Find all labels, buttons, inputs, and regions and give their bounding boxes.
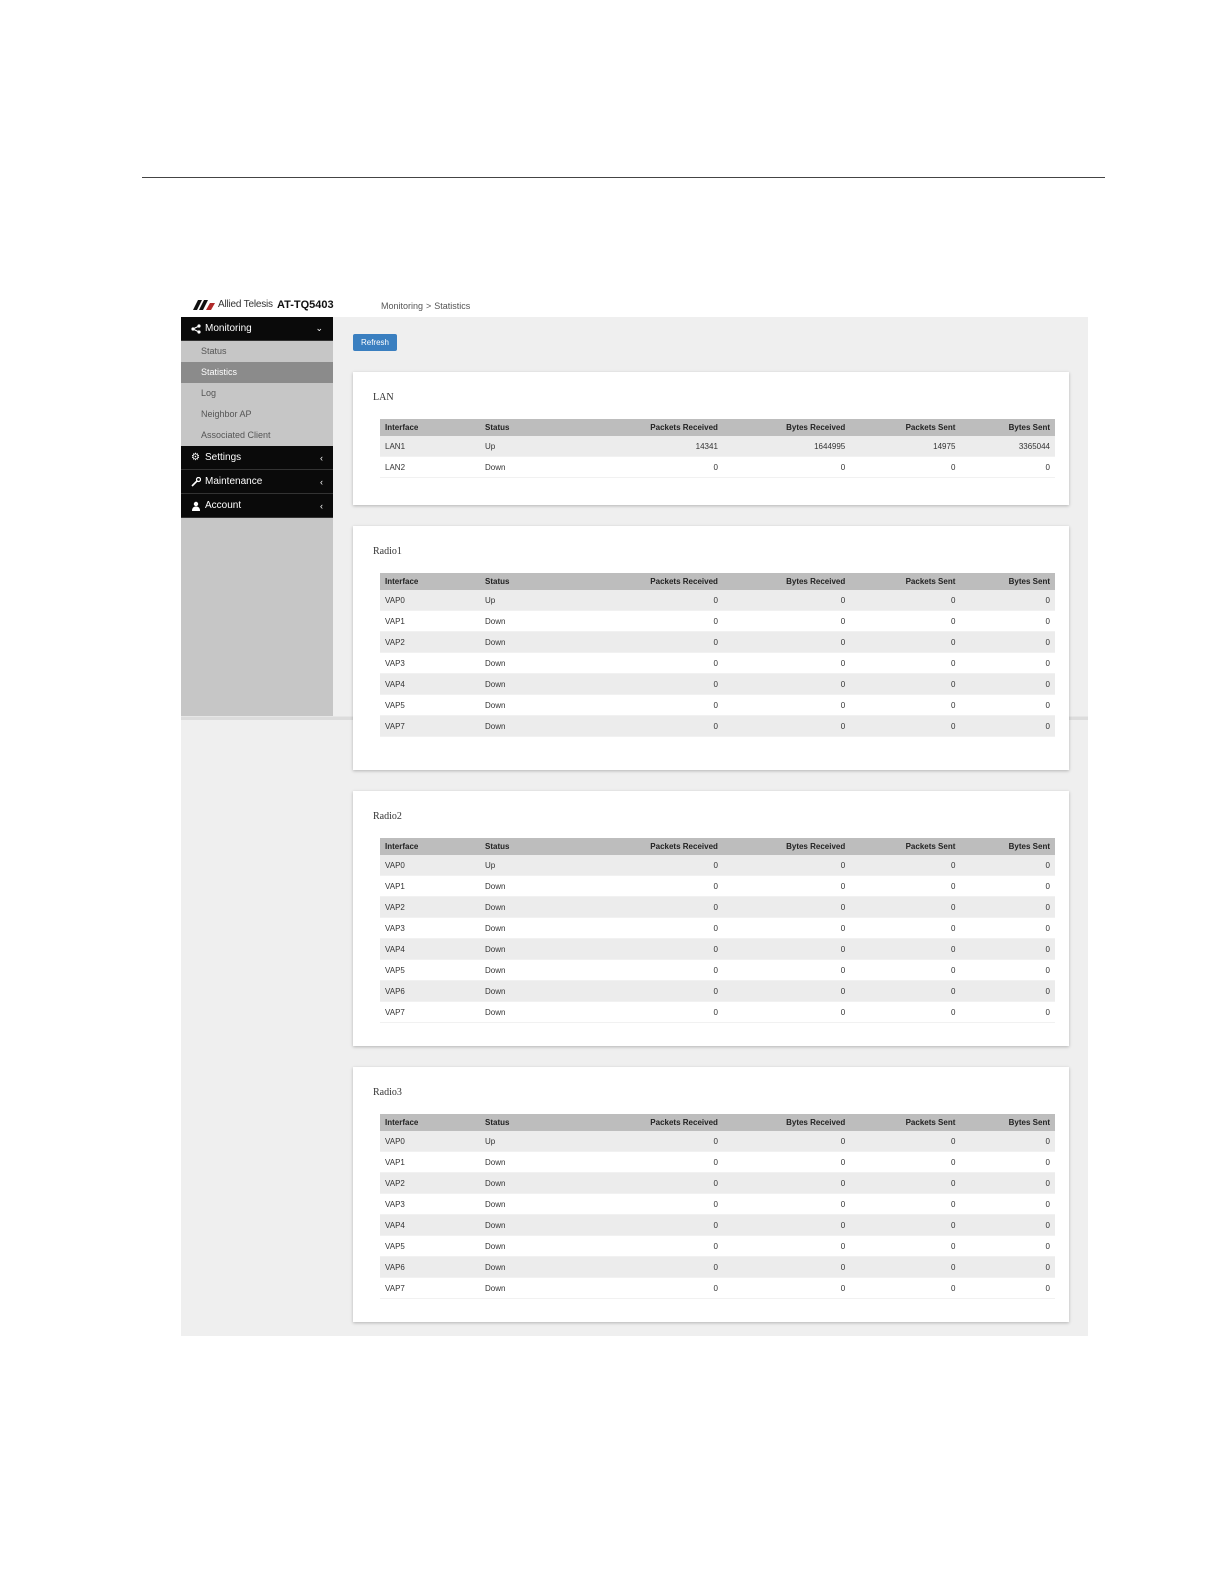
cell-bytes-received: 0: [723, 1236, 850, 1257]
cell-interface: VAP5: [380, 1236, 480, 1257]
cell-status: Down: [480, 695, 580, 716]
cell-status: Down: [480, 1257, 580, 1278]
cell-packets-received: 0: [580, 918, 723, 939]
sidebar-item-label: Maintenance: [205, 476, 263, 487]
cell-status: Up: [480, 855, 580, 876]
sidebar-item-label: Settings: [205, 452, 242, 463]
table-row: [380, 716, 1055, 737]
share-icon: [191, 323, 203, 335]
cell-interface: VAP2: [380, 1173, 480, 1194]
cell-bytes-sent: 0: [960, 1173, 1055, 1194]
table-header-row: [380, 838, 1055, 855]
stats-table: [380, 573, 1055, 737]
cell-bytes-received: 0: [723, 611, 850, 632]
column-header-bytes-received: Bytes Received: [723, 419, 850, 436]
chevron-left-icon: ‹: [320, 500, 323, 511]
breadcrumb-separator: >: [426, 301, 432, 311]
cell-packets-sent: 0: [850, 1257, 960, 1278]
cell-interface: VAP3: [380, 1194, 480, 1215]
cell-interface: VAP2: [380, 632, 480, 653]
column-header-packets-received: Packets Received: [580, 1114, 723, 1131]
cell-packets-received: 0: [580, 716, 723, 737]
cell-interface: VAP0: [380, 590, 480, 611]
cell-bytes-received: 0: [723, 1194, 850, 1215]
cell-bytes-received: 0: [723, 939, 850, 960]
table-row: [380, 436, 1055, 457]
breadcrumb-statistics: Statistics: [434, 301, 471, 311]
card-title: LAN: [373, 392, 394, 403]
table-row: [380, 1173, 1055, 1194]
cell-bytes-received: 0: [723, 695, 850, 716]
cell-packets-received: 0: [580, 590, 723, 611]
column-header-packets-received: Packets Received: [580, 838, 723, 855]
cell-status: Down: [480, 1278, 580, 1299]
cell-packets-sent: 14975: [850, 436, 960, 457]
device-model: AT-TQ5403: [277, 299, 334, 311]
column-header-packets-sent: Packets Sent: [850, 419, 960, 436]
cell-packets-received: 0: [580, 632, 723, 653]
sidebar-item-maintenance[interactable]: [181, 470, 333, 494]
cell-bytes-sent: 0: [960, 1194, 1055, 1215]
cell-bytes-sent: 0: [960, 1278, 1055, 1299]
cell-packets-sent: 0: [850, 855, 960, 876]
column-header-status: Status: [480, 573, 580, 590]
cell-packets-sent: 0: [850, 1194, 960, 1215]
column-header-bytes-sent: Bytes Sent: [960, 573, 1055, 590]
cell-bytes-received: 0: [723, 1215, 850, 1236]
sidebar-item-label: Account: [205, 500, 242, 511]
table-row: [380, 1215, 1055, 1236]
column-header-bytes-received: Bytes Received: [723, 1114, 850, 1131]
refresh-button[interactable]: Refresh: [353, 334, 397, 351]
cell-status: Down: [480, 1002, 580, 1023]
cell-packets-received: 0: [580, 960, 723, 981]
cell-bytes-sent: 0: [960, 1131, 1055, 1152]
cell-interface: VAP0: [380, 1131, 480, 1152]
cell-bytes-sent: 0: [960, 1215, 1055, 1236]
chevron-down-icon: ⌄: [315, 323, 323, 333]
cell-packets-received: 0: [580, 1257, 723, 1278]
cell-packets-sent: 0: [850, 939, 960, 960]
radio2-stats-card: [353, 791, 1069, 1046]
cell-packets-received: 0: [580, 1002, 723, 1023]
cell-interface: VAP7: [380, 716, 480, 737]
cell-packets-sent: 0: [850, 960, 960, 981]
cell-bytes-received: 0: [723, 1257, 850, 1278]
cell-bytes-received: 0: [723, 716, 850, 737]
sidebar-subitem-neighbor-ap[interactable]: Neighbor AP: [201, 409, 252, 419]
cell-bytes-sent: 0: [960, 611, 1055, 632]
card-title: Radio1: [373, 546, 402, 557]
sidebar: [181, 317, 333, 717]
user-icon: [191, 500, 203, 512]
table-row: [380, 897, 1055, 918]
brand-name: Allied Telesis: [218, 299, 273, 310]
table-row: [380, 653, 1055, 674]
table-row: [380, 1257, 1055, 1278]
cell-bytes-received: 0: [723, 1131, 850, 1152]
cell-interface: VAP5: [380, 960, 480, 981]
cell-packets-received: 0: [580, 674, 723, 695]
cell-status: Down: [480, 897, 580, 918]
gear-icon: ⚙: [191, 452, 200, 463]
table-row: [380, 695, 1055, 716]
cell-bytes-received: 1644995: [723, 436, 850, 457]
cell-packets-sent: 0: [850, 1152, 960, 1173]
cell-packets-received: 0: [580, 981, 723, 1002]
cell-interface: VAP0: [380, 855, 480, 876]
cell-packets-sent: 0: [850, 1131, 960, 1152]
cell-packets-sent: 0: [850, 1002, 960, 1023]
cell-packets-sent: 0: [850, 695, 960, 716]
cell-bytes-received: 0: [723, 855, 850, 876]
cell-bytes-received: 0: [723, 1002, 850, 1023]
radio1-stats-card: [353, 526, 1069, 770]
column-header-bytes-sent: Bytes Sent: [960, 419, 1055, 436]
cell-interface: VAP4: [380, 674, 480, 695]
cell-packets-received: 0: [580, 1215, 723, 1236]
cell-packets-sent: 0: [850, 981, 960, 1002]
cell-status: Down: [480, 918, 580, 939]
breadcrumb: [381, 301, 473, 311]
stats-table: [380, 419, 1055, 478]
cell-interface: VAP3: [380, 918, 480, 939]
cell-packets-received: 0: [580, 1194, 723, 1215]
table-row: [380, 632, 1055, 653]
cell-bytes-received: 0: [723, 960, 850, 981]
cell-bytes-sent: 0: [960, 457, 1055, 478]
column-header-interface: Interface: [380, 1114, 480, 1131]
table-row: [380, 1194, 1055, 1215]
cell-packets-received: 0: [580, 1152, 723, 1173]
sidebar-subitem-log[interactable]: Log: [201, 388, 217, 398]
cell-status: Down: [480, 1215, 580, 1236]
table-row: [380, 590, 1055, 611]
cell-packets-sent: 0: [850, 716, 960, 737]
sidebar-item-monitoring[interactable]: [181, 317, 333, 341]
cell-bytes-received: 0: [723, 590, 850, 611]
cell-bytes-sent: 0: [960, 632, 1055, 653]
sidebar-item-label: Monitoring: [205, 323, 252, 334]
cell-status: Down: [480, 632, 580, 653]
cell-bytes-received: 0: [723, 674, 850, 695]
cell-bytes-received: 0: [723, 1152, 850, 1173]
brand-logo[interactable]: [193, 299, 273, 310]
cell-bytes-sent: 0: [960, 855, 1055, 876]
cell-status: Up: [480, 590, 580, 611]
stats-table: [380, 1114, 1055, 1299]
cell-bytes-sent: 0: [960, 918, 1055, 939]
cell-status: Up: [480, 1131, 580, 1152]
cell-status: Down: [480, 939, 580, 960]
table-header-row: [380, 573, 1055, 590]
cell-bytes-sent: 3365044: [960, 436, 1055, 457]
cell-status: Down: [480, 876, 580, 897]
cell-packets-sent: 0: [850, 876, 960, 897]
cell-bytes-sent: 0: [960, 590, 1055, 611]
cell-status: Down: [480, 653, 580, 674]
cell-packets-sent: 0: [850, 897, 960, 918]
cell-interface: VAP5: [380, 695, 480, 716]
table-header-row: [380, 1114, 1055, 1131]
cell-interface: VAP6: [380, 1257, 480, 1278]
cell-interface: VAP1: [380, 611, 480, 632]
cell-status: Down: [480, 981, 580, 1002]
column-header-packets-sent: Packets Sent: [850, 838, 960, 855]
cell-packets-received: 0: [580, 1236, 723, 1257]
cell-status: Down: [480, 1173, 580, 1194]
column-header-bytes-received: Bytes Received: [723, 573, 850, 590]
cell-bytes-received: 0: [723, 981, 850, 1002]
card-title: Radio2: [373, 811, 402, 822]
cell-bytes-received: 0: [723, 632, 850, 653]
cell-bytes-sent: 0: [960, 674, 1055, 695]
cell-packets-sent: 0: [850, 632, 960, 653]
cell-bytes-sent: 0: [960, 960, 1055, 981]
card-title: Radio3: [373, 1087, 402, 1098]
chevron-left-icon: ‹: [320, 476, 323, 487]
table-row: [380, 918, 1055, 939]
stats-table: [380, 838, 1055, 1023]
table-row: [380, 855, 1055, 876]
column-header-packets-sent: Packets Sent: [850, 1114, 960, 1131]
cell-status: Down: [480, 716, 580, 737]
cell-bytes-received: 0: [723, 1173, 850, 1194]
cell-bytes-sent: 0: [960, 716, 1055, 737]
cell-interface: LAN1: [380, 436, 480, 457]
cell-status: Down: [480, 457, 580, 478]
cell-interface: VAP2: [380, 897, 480, 918]
cell-bytes-sent: 0: [960, 1152, 1055, 1173]
cell-interface: VAP3: [380, 653, 480, 674]
cell-packets-sent: 0: [850, 1215, 960, 1236]
cell-packets-sent: 0: [850, 1173, 960, 1194]
table-row: [380, 1002, 1055, 1023]
table-row: [380, 1152, 1055, 1173]
cell-packets-received: 0: [580, 695, 723, 716]
cell-bytes-received: 0: [723, 653, 850, 674]
cell-bytes-sent: 0: [960, 1257, 1055, 1278]
cell-status: Down: [480, 960, 580, 981]
cell-bytes-received: 0: [723, 876, 850, 897]
table-row: [380, 611, 1055, 632]
cell-bytes-received: 0: [723, 1278, 850, 1299]
cell-packets-sent: 0: [850, 590, 960, 611]
cell-bytes-received: 0: [723, 457, 850, 478]
cell-status: Down: [480, 1152, 580, 1173]
cell-bytes-sent: 0: [960, 981, 1055, 1002]
chevron-left-icon: ‹: [320, 452, 323, 463]
cell-status: Down: [480, 674, 580, 695]
cell-packets-received: 0: [580, 457, 723, 478]
table-row: [380, 1236, 1055, 1257]
cell-status: Up: [480, 436, 580, 457]
cell-packets-sent: 0: [850, 674, 960, 695]
top-bar: [181, 296, 1088, 317]
cell-interface: VAP6: [380, 981, 480, 1002]
sidebar-subitem-statistics[interactable]: Statistics: [181, 362, 333, 383]
sidebar-item-settings[interactable]: [181, 446, 333, 470]
cell-packets-received: 0: [580, 611, 723, 632]
cell-bytes-sent: 0: [960, 897, 1055, 918]
table-row: [380, 876, 1055, 897]
table-row: [380, 457, 1055, 478]
cell-bytes-sent: 0: [960, 1236, 1055, 1257]
column-header-packets-sent: Packets Sent: [850, 573, 960, 590]
cell-packets-sent: 0: [850, 653, 960, 674]
cell-packets-received: 0: [580, 897, 723, 918]
cell-packets-sent: 0: [850, 918, 960, 939]
cell-bytes-sent: 0: [960, 939, 1055, 960]
table-header-row: [380, 419, 1055, 436]
wrench-icon: [191, 476, 203, 488]
table-row: [380, 674, 1055, 695]
page-header-rule: [142, 177, 1105, 178]
cell-packets-received: 0: [580, 939, 723, 960]
cell-bytes-received: 0: [723, 918, 850, 939]
table-row: [380, 939, 1055, 960]
cell-packets-received: 0: [580, 1173, 723, 1194]
sidebar-subitem-associated-client[interactable]: Associated Client: [201, 430, 271, 440]
cell-packets-sent: 0: [850, 1236, 960, 1257]
sidebar-subitem-status[interactable]: Status: [201, 346, 227, 356]
cell-packets-received: 0: [580, 1131, 723, 1152]
cell-status: Down: [480, 1194, 580, 1215]
main-content: [181, 317, 1088, 1336]
column-header-packets-received: Packets Received: [580, 573, 723, 590]
cell-interface: VAP4: [380, 939, 480, 960]
cell-packets-received: 0: [580, 653, 723, 674]
breadcrumb-monitoring[interactable]: Monitoring: [381, 301, 424, 311]
cell-bytes-sent: 0: [960, 695, 1055, 716]
table-row: [380, 1278, 1055, 1299]
column-header-status: Status: [480, 419, 580, 436]
cell-interface: LAN2: [380, 457, 480, 478]
cell-packets-sent: 0: [850, 1278, 960, 1299]
cell-status: Down: [480, 611, 580, 632]
cell-bytes-sent: 0: [960, 876, 1055, 897]
column-header-bytes-received: Bytes Received: [723, 838, 850, 855]
table-row: [380, 981, 1055, 1002]
column-header-packets-received: Packets Received: [580, 419, 723, 436]
lan-stats-card: [353, 372, 1069, 505]
cell-bytes-sent: 0: [960, 1002, 1055, 1023]
column-header-status: Status: [480, 838, 580, 855]
column-header-status: Status: [480, 1114, 580, 1131]
cell-status: Down: [480, 1236, 580, 1257]
table-row: [380, 1131, 1055, 1152]
cell-packets-received: 0: [580, 876, 723, 897]
cell-interface: VAP1: [380, 1152, 480, 1173]
column-header-bytes-sent: Bytes Sent: [960, 838, 1055, 855]
cell-bytes-sent: 0: [960, 653, 1055, 674]
column-header-interface: Interface: [380, 573, 480, 590]
cell-packets-sent: 0: [850, 457, 960, 478]
cell-interface: VAP7: [380, 1002, 480, 1023]
column-header-bytes-sent: Bytes Sent: [960, 1114, 1055, 1131]
cell-bytes-received: 0: [723, 897, 850, 918]
cell-packets-received: 14341: [580, 436, 723, 457]
cell-interface: VAP1: [380, 876, 480, 897]
table-row: [380, 960, 1055, 981]
column-header-interface: Interface: [380, 838, 480, 855]
cell-packets-received: 0: [580, 1278, 723, 1299]
cell-packets-received: 0: [580, 855, 723, 876]
allied-telesis-logo-icon: [193, 300, 215, 310]
cell-interface: VAP4: [380, 1215, 480, 1236]
sidebar-item-account[interactable]: [181, 494, 333, 518]
cell-packets-sent: 0: [850, 611, 960, 632]
radio3-stats-card: [353, 1067, 1069, 1322]
cell-interface: VAP7: [380, 1278, 480, 1299]
column-header-interface: Interface: [380, 419, 480, 436]
